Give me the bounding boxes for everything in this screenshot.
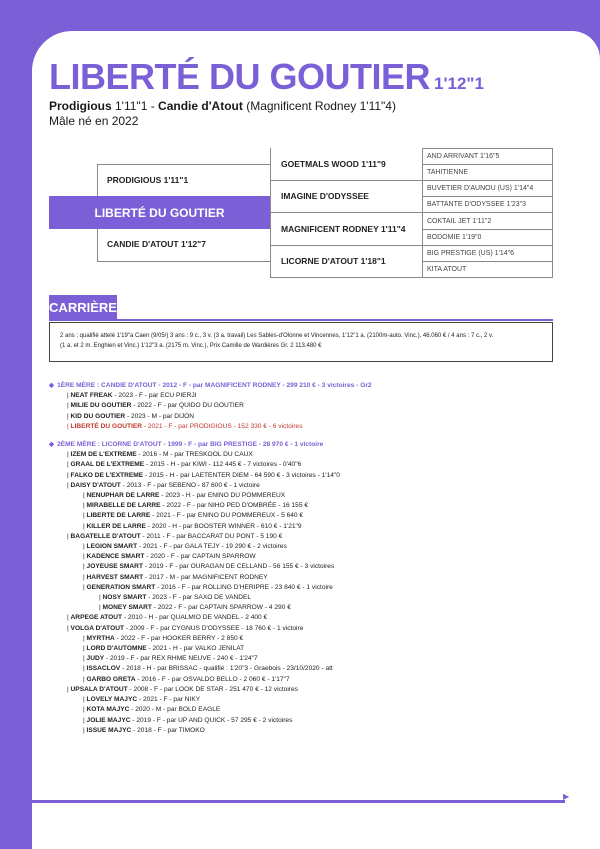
list-item: | NEAT FREAK - 2023 - F - par ECU PIERJI — [67, 392, 197, 400]
dam-name: Candie d'Atout — [158, 99, 243, 113]
first-dam-produce — [49, 391, 559, 432]
horse-record-time: 1'12"1 — [434, 74, 484, 93]
list-item: | NENUPHAR DE LARRE - 2023 - H - par ENINO DU POMMEREUX — [83, 492, 286, 500]
list-item: | UPSALA D'ATOUT - 2008 - F - par LOOK DE STAR - 251 470 € - 12 victoires — [67, 685, 298, 693]
parentage-line — [49, 99, 396, 113]
list-item: | MYRTHA - 2022 - F - par HOOKER BERRY - 2 850 € — [83, 634, 244, 642]
list-item: | LORD D'AUTOMNE - 2021 - H - par VALKO JENILAT — [83, 645, 245, 653]
list-item: | KADENCE SMART - 2020 - F - par CAPTAIN SPARROW — [83, 553, 256, 561]
list-item: | JOYEUSE SMART - 2019 - F - par OURAGAN DE CELLAND - 56 155 € - 3 victoires — [83, 563, 335, 571]
pedigree-ggs8: KITA ATOUT — [427, 266, 467, 273]
pedigree-gs1: GOETMALS WOOD 1'11"9 — [281, 159, 386, 169]
list-item: | GENERATION SMART - 2016 - F - par ROLLING D'HERIPRE - 23 840 € - 1 victoire — [83, 583, 333, 591]
career-heading: CARRIÈRE — [49, 295, 117, 319]
list-item: | LIBERTÉ DU GOUTIER - 2021 - F - par PRODIGIOUS - 152 330 € - 6 victoires — [67, 422, 303, 430]
sire-name: Prodigious — [49, 99, 112, 113]
pedigree-ggs2: TAHITIENNE — [427, 169, 469, 176]
list-item: | FALKO DE L'EXTREME - 2015 - H - par LAETENTER DIEM - 64 590 € - 3 victoires - 1'14"0 — [67, 471, 340, 479]
list-item: | JUDY - 2019 - F - par REX RHME NEUVE - 240 € - 1'24"7 — [83, 655, 258, 663]
second-dam-heading: ◆ 2ÈME MÈRE : LICORNE D'ATOUT - 1999 - F - par BIG PRESTIGE - 28 970 € - 1 victoire — [49, 441, 324, 449]
pedigree-ggs6: BODOMIE 1'19"0 — [427, 234, 482, 241]
career-box — [49, 322, 553, 362]
horse-name: LIBERTÉ DU GOUTIER — [49, 56, 431, 97]
pedigree-ggs4: BATTANTE D'ODYSSEE 1'23"3 — [427, 201, 527, 208]
second-dam-produce — [49, 450, 559, 736]
list-item: | MONEY SMART - 2022 - F - par CAPTAIN SPARROW - 4 290 € — [99, 604, 291, 612]
list-item: | HARVEST SMART - 2017 - M - par MAGNIFICENT RODNEY — [83, 573, 268, 581]
footer-rule — [32, 800, 565, 803]
list-item: | ARPEGE ATOUT - 2010 - H - par QUALMIO DE VANDEL - 2 400 € — [67, 614, 268, 622]
pedigree-subject: LIBERTÉ DU GOUTIER — [49, 196, 270, 229]
list-item: | VOLGA D'ATOUT - 2009 - F - par CYGNUS D'ODYSSEE - 18 760 € - 1 victoire — [67, 624, 304, 632]
pedigree-ggs1: AND ARRIVANT 1'16"5 — [427, 153, 500, 160]
list-item: | IZEM DE L'EXTREME - 2016 - M - par TRESKOOL DU CAUX — [67, 451, 253, 459]
list-item: | GRAAL DE L'EXTREME - 2015 - H - par KIWI - 112 445 € - 7 victoires - 0'40"6 — [67, 461, 302, 469]
pedigree-ggs5: COKTAIL JET 1'11"2 — [427, 217, 492, 225]
list-item: | ISSACLOV - 2018 - H - par BRISSAC - qualifié : 1'20"3 - Graebois - 23/10/2020 - att — [83, 665, 333, 673]
pedigree-ggs7: BIG PRESTIGE (US) 1'14"6 — [427, 250, 515, 257]
pedigree-gs2: IMAGINE D'ODYSSEE — [281, 191, 369, 201]
next-page-arrow-icon[interactable]: ▶ — [563, 792, 570, 801]
pedigree-gs3: MAGNIFICENT RODNEY 1'11"4 — [281, 224, 406, 234]
list-item: | KID DU GOUTIER - 2023 - M - par DIJON — [67, 412, 195, 420]
pedigree-ggs3: BUVETIER D'AUNOU (US) 1'14"4 — [427, 185, 534, 192]
pedigree-gs4: LICORNE D'ATOUT 1'18"1 — [281, 256, 386, 266]
list-item: | ISSUE MAJYC - 2018 - F - par TIMOKO — [83, 726, 205, 734]
career-text-line1: 2 ans : qualifié attelé 1'19"a Caen (9/05/) 3 ans : 9 c., 3 v. (3 a. travail) Les Sables-d'Olonne et Vincennes, 1'12"1 a. (2100m-auto. Vinc.), 46.060 € / 4 ans : 7 c., 2 v. — [60, 333, 494, 339]
list-item: | NOSY SMART - 2023 - F - par SAXO DE VANDEL — [99, 594, 252, 602]
first-dam-heading: ◆ 1ÈRE MÈRE : CANDIE D'ATOUT - 2012 - F - par MAGNIFICENT RODNEY - 299 210 € - 3 victoires - Gr2 — [49, 382, 372, 389]
pedigree-sire: PRODIGIOUS 1'11"1 — [107, 175, 189, 185]
list-item: | KOTA MAJYC - 2020 - M - par BOLD EAGLE — [83, 706, 221, 714]
list-item: | JOLIE MAJYC - 2019 - F - par UP AND QUICK - 57 295 € - 2 victoires — [83, 716, 293, 724]
list-item: | MIRABELLE DE LARRE - 2022 - F - par NIHO PED D'OMBRÉE - 16 155 € — [83, 502, 309, 510]
horse-title — [49, 56, 484, 98]
list-item: | LOVELY MAJYC - 2021 - F - par NIKY — [83, 696, 201, 704]
list-item: | LIBERTE DE LARRE - 2021 - F - par ENINO DU POMMEREUX - 5 640 € — [83, 512, 304, 520]
dam-sire: (Magnificent Rodney 1'11"4) — [242, 99, 396, 113]
pedigree-dam: CANDIE D'ATOUT 1'12"7 — [107, 239, 206, 249]
list-item: | KILLER DE LARRE - 2020 - H - par BOOSTER WINNER - 610 € - 1'21"9 — [83, 522, 302, 530]
list-item: | GARBO GRETA - 2016 - F - par OSVALDO BELLO - 2 060 € - 1'17"7 — [83, 675, 290, 683]
pedigree-table — [49, 148, 553, 277]
sex-birth: Mâle né en 2022 — [49, 114, 139, 128]
list-item: | DAISY D'ATOUT - 2013 - F - par SEBENO - 87 600 € - 1 victoire — [67, 481, 260, 489]
career-text-line2: (1 a. et 2 m. Enghien et Vinc.) 1'12"3 a. (2175 m. Vinc.), Prix Camille de Wardières Gr. 2 113.480 € — [60, 343, 322, 349]
sire-record: 1'11"1 - — [111, 99, 159, 113]
list-item: | MILIE DU GOUTIER - 2022 - F - par QUIDO DU GOUTIER — [67, 402, 244, 410]
maternal-lineage — [49, 381, 559, 736]
list-item: | LEGION SMART - 2021 - F - par GALA TEJY - 19 290 € - 2 victoires — [83, 543, 287, 551]
list-item: | BAGATELLE D'ATOUT - 2011 - F - par BACCARAT DU PONT - 5 190 € — [67, 532, 283, 540]
career-divider — [49, 319, 553, 321]
